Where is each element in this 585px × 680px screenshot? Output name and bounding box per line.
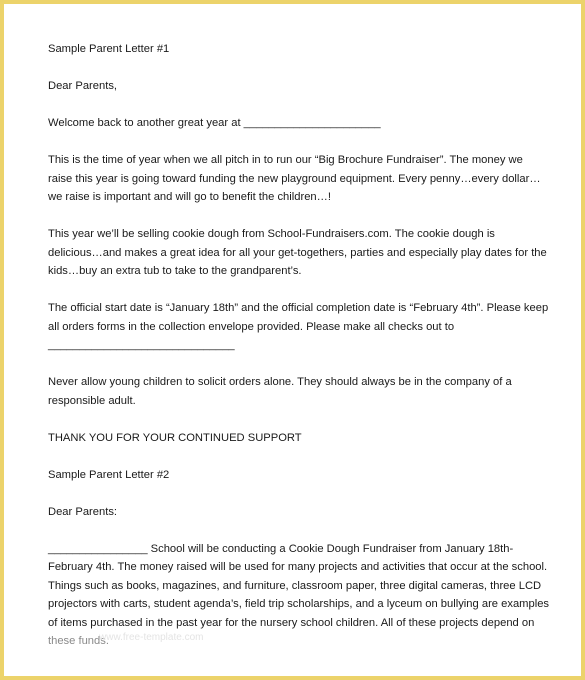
text-line: delicious…and makes a great idea for all your get-togethers, parties and especially play dates for the xyxy=(48,246,547,259)
text-line: all orders forms in the collection envelope provided. Please make all checks out to xyxy=(48,320,455,333)
text-line: The official start date is “January 18th” and the official completion date is “February 4th”. Please keep xyxy=(48,302,549,314)
text-line: Sample Parent Letter #2 xyxy=(48,468,170,481)
paragraph xyxy=(48,466,548,485)
text-line: February 4th. The money raised will be used for many projects and activities that occur at the school. xyxy=(48,561,548,573)
document-page xyxy=(4,4,581,676)
text-line: Things such as books, magazines, and furniture, classroom paper, three digital cameras, three LCD xyxy=(48,579,542,592)
text-line: ______________________________ xyxy=(48,339,235,351)
paragraph xyxy=(48,151,548,207)
text-line: Sample Parent Letter #1 xyxy=(48,43,170,55)
text-line: responsible adult. xyxy=(48,394,136,407)
paragraph xyxy=(48,40,548,59)
text-line: we raise is important and will go to benefit the children…! xyxy=(48,191,331,203)
paragraph xyxy=(48,299,548,355)
text-line: of items purchased in the past year for the nursery school children. All of these projects depend on xyxy=(48,616,535,629)
text-line: kids…buy an extra tub to take to the grandparent’s. xyxy=(48,265,302,277)
text-line: ________________ School will be conducting a Cookie Dough Fundraiser from January 18th- xyxy=(48,542,514,555)
text-line: This year we’ll be selling cookie dough from School-Fundraisers.com. The cookie dough is xyxy=(48,228,495,240)
paragraph xyxy=(48,503,548,522)
text-line: Never allow young children to solicit orders alone. They should always be in the company of a xyxy=(48,376,512,388)
text-line: raise this year is going toward funding the new playground equipment. Every penny…every dollar… xyxy=(48,172,541,185)
watermark: www.free-template.com xyxy=(99,632,204,643)
paragraph xyxy=(48,429,548,448)
text-line: Dear Parents, xyxy=(48,80,118,92)
text-line: Dear Parents: xyxy=(48,505,118,518)
paragraph xyxy=(48,225,548,281)
text-line: THANK YOU FOR YOUR CONTINUED SUPPORT xyxy=(48,431,302,444)
paragraph xyxy=(48,373,548,410)
letter-body xyxy=(48,40,548,669)
paragraph xyxy=(48,77,548,96)
text-line: these funds. xyxy=(48,635,109,647)
paragraph xyxy=(48,114,548,133)
text-line: Welcome back to another great year at ______________________ xyxy=(48,117,381,129)
text-line: This is the time of year when we all pitch in to run our “Big Brochure Fundraiser”. The money we xyxy=(48,154,523,166)
text-line: projectors with carts, student agenda’s, field trip scholarships, and a lyceum on bullying are examples xyxy=(48,598,550,610)
